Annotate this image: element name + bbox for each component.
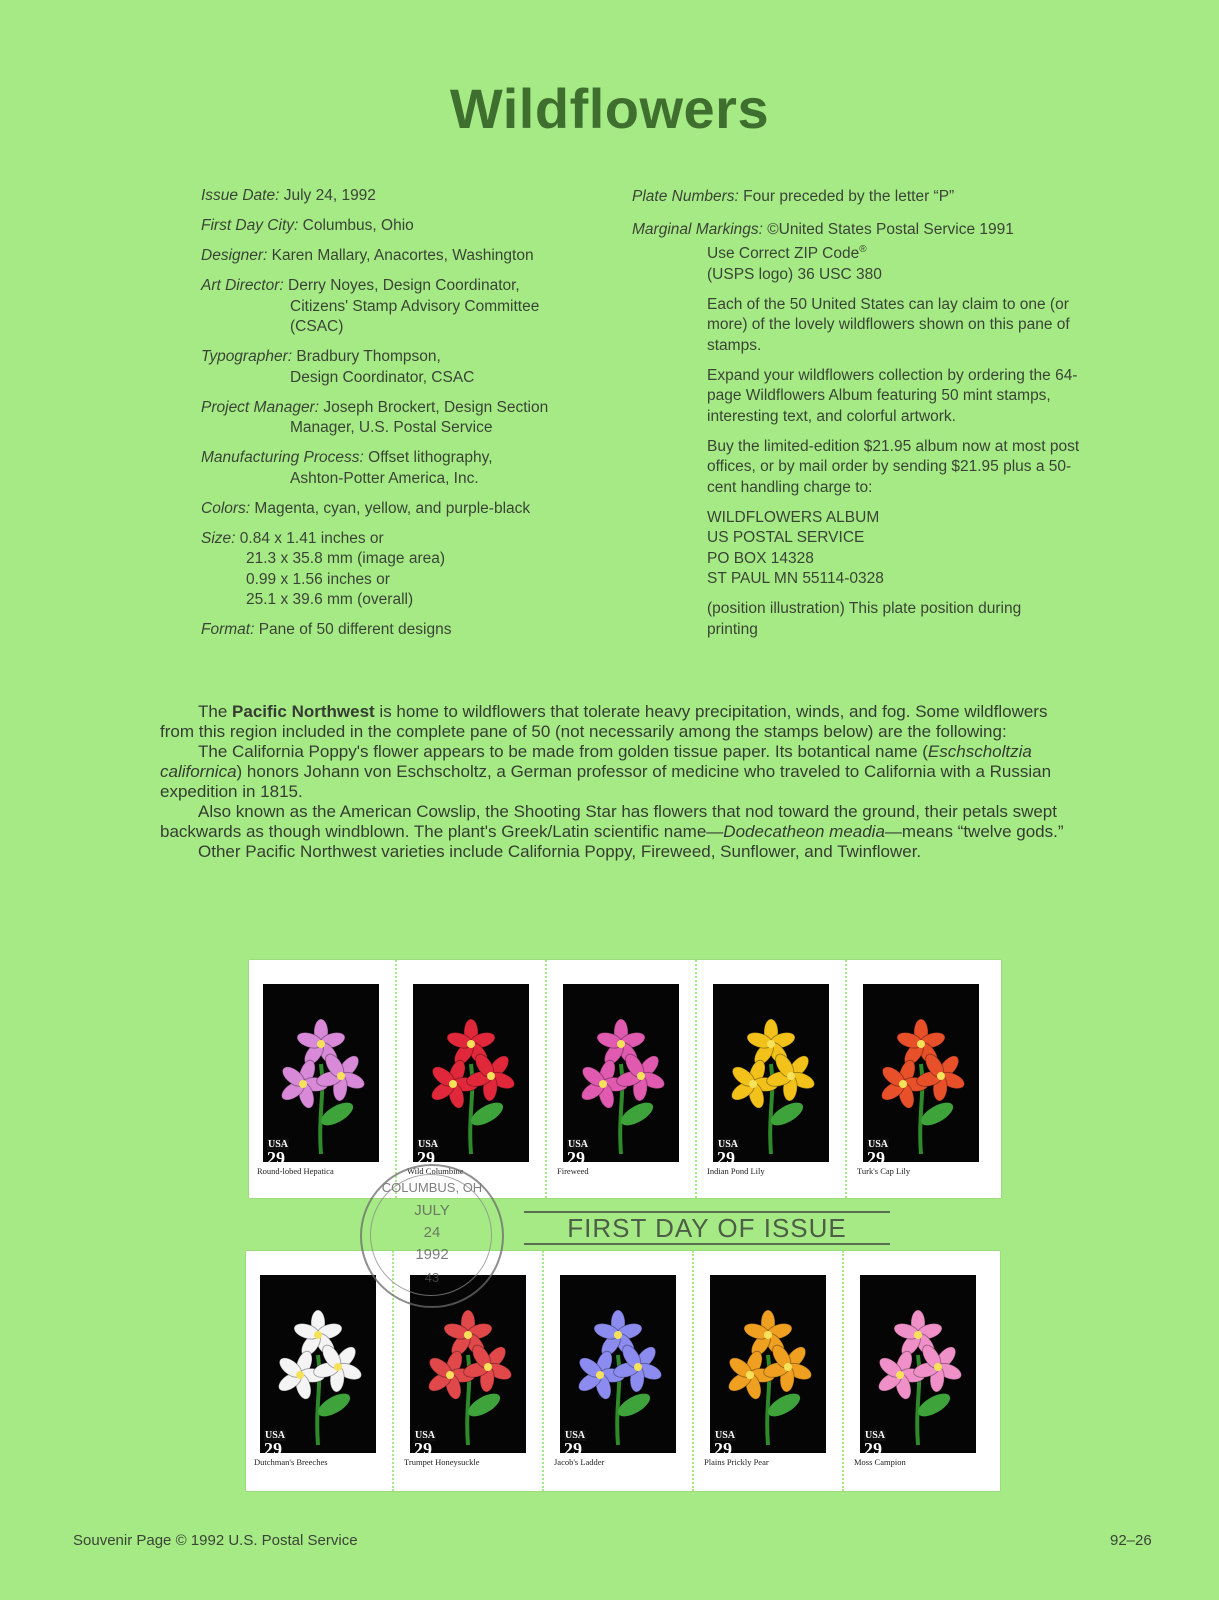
stamp-denomination: 29 bbox=[564, 1439, 582, 1459]
stamp-denomination: 29 bbox=[267, 1148, 285, 1168]
text-bold: Pacific Northwest bbox=[232, 702, 375, 721]
address-line: ST PAUL MN 55114-0328 bbox=[707, 570, 884, 588]
zip-code-text: Use Correct ZIP Code bbox=[707, 245, 860, 263]
stamp-denomination: 29 bbox=[567, 1148, 585, 1168]
right-specs bbox=[632, 187, 1092, 650]
postmark-city: COLUMBUS, OH bbox=[381, 1180, 483, 1195]
spec-designer bbox=[201, 246, 621, 267]
stamp-caption: Plains Prickly Pear bbox=[704, 1457, 769, 1467]
spec-value-line: Citizens' Stamp Advisory Committee bbox=[290, 297, 540, 315]
spec-typographer bbox=[201, 347, 621, 388]
stamp-denomination: 29 bbox=[264, 1439, 282, 1459]
stamp-caption: Dutchman's Breeches bbox=[254, 1457, 328, 1467]
spec-label: Plate Numbers: bbox=[632, 188, 739, 205]
spec-colors bbox=[201, 499, 621, 520]
flower-illustration bbox=[413, 984, 529, 1162]
spec-label: Size: bbox=[201, 529, 236, 547]
first-day-of-issue-cancel: FIRST DAY OF ISSUE bbox=[524, 1211, 890, 1245]
stamp-country: USA bbox=[718, 1139, 739, 1150]
spec-value: Derry Noyes, Design Coordinator, bbox=[288, 277, 520, 294]
spec-label: Format: bbox=[201, 621, 255, 638]
address-line: US POSTAL SERVICE bbox=[707, 529, 865, 547]
spec-label: Art Director: bbox=[201, 277, 284, 294]
text-run: Also known as the American Cowslip, the Shooting Star has flowers that nod toward the ground, their petals swept backwards as though windblown. The plant's Greek/Latin scientific name— bbox=[160, 802, 1057, 841]
perforation bbox=[695, 960, 699, 1198]
body-text bbox=[160, 702, 1080, 862]
stamp bbox=[707, 974, 829, 1182]
postmark-zip: 43 bbox=[424, 1270, 440, 1285]
flower-illustration bbox=[860, 1275, 976, 1453]
postmark bbox=[360, 1164, 504, 1308]
text-italic: Dodecatheon meadia bbox=[723, 822, 885, 841]
body-paragraph bbox=[160, 702, 1080, 742]
spec-art-director bbox=[201, 276, 621, 338]
stamp-country: USA bbox=[865, 1430, 886, 1441]
perforation bbox=[395, 960, 399, 1198]
spec-label: Manufacturing Process: bbox=[201, 449, 364, 466]
stamp-caption: Indian Pond Lily bbox=[707, 1166, 765, 1176]
flower-illustration bbox=[260, 1275, 376, 1453]
stamp-country: USA bbox=[265, 1430, 286, 1441]
stamp bbox=[857, 974, 979, 1182]
spec-value-line: Manager, U.S. Postal Service bbox=[290, 419, 493, 436]
footer-page-number: 92–26 bbox=[1110, 1532, 1152, 1549]
stamp-country: USA bbox=[418, 1139, 439, 1150]
stamp-caption: Round-lobed Hepatica bbox=[257, 1166, 334, 1176]
spec-value-line: 21.3 x 35.8 mm (image area) bbox=[246, 550, 446, 567]
left-specs bbox=[201, 186, 621, 650]
body-paragraph bbox=[160, 742, 1080, 802]
stamp-denomination: 29 bbox=[717, 1148, 735, 1168]
registered-mark: ® bbox=[859, 244, 867, 255]
stamp-artwork bbox=[260, 1275, 376, 1453]
stamp-strip-top bbox=[249, 960, 1001, 1198]
stamp-country: USA bbox=[868, 1139, 889, 1150]
spec-value-line: (CSAC) bbox=[290, 318, 344, 335]
spec-value: Bradbury Thompson, bbox=[296, 348, 441, 365]
spec-value: July 24, 1992 bbox=[283, 187, 376, 204]
position-note: (position illustration) This plate position during printing bbox=[707, 600, 1022, 638]
stamp-artwork bbox=[263, 984, 379, 1162]
stamp-artwork bbox=[413, 984, 529, 1162]
spec-value: ©United States Postal Service 1991 bbox=[767, 220, 1014, 238]
text-run: is home to wildflowers that tolerate heavy precipitation, winds, and fog. Some wildflowers from this region included in the complete pane of 50 (not necessarily among the stamps below) are the following: bbox=[160, 702, 1048, 741]
spec-value: Joseph Brockert, Design Section bbox=[323, 398, 549, 416]
spec-first-day-city bbox=[201, 216, 621, 237]
stamp-denomination: 29 bbox=[714, 1439, 732, 1459]
stamp-artwork bbox=[860, 1275, 976, 1453]
stamp-artwork bbox=[710, 1275, 826, 1453]
stamp-strip-bottom bbox=[246, 1251, 1000, 1491]
perforation bbox=[845, 960, 849, 1198]
spec-size bbox=[201, 529, 621, 611]
stamp-denomination: 29 bbox=[417, 1148, 435, 1168]
spec-value: Magenta, cyan, yellow, and purple-black bbox=[254, 499, 531, 517]
flower-illustration bbox=[863, 984, 979, 1162]
stamp-caption: Fireweed bbox=[557, 1166, 589, 1176]
spec-value: 0.84 x 1.41 inches or bbox=[239, 529, 384, 547]
text-run: —means “twelve gods.” bbox=[884, 822, 1064, 841]
spec-value: Pane of 50 different designs bbox=[258, 621, 452, 638]
spec-value: Karen Mallary, Anacortes, Washington bbox=[271, 247, 534, 264]
spec-project-manager bbox=[201, 398, 621, 439]
stamp-artwork bbox=[560, 1275, 676, 1453]
info-paragraph: Each of the 50 United States can lay claim to one (or more) of the lovely wildflowers shown on this pane of stamps. bbox=[707, 295, 1070, 354]
info-paragraph: Buy the limited-edition $21.95 album now at most post offices, or by mail order by sending $21.95 plus a 50-cent handling charge to: bbox=[707, 437, 1080, 496]
perforation bbox=[842, 1251, 846, 1491]
stamp bbox=[704, 1265, 826, 1473]
stamp-denomination: 29 bbox=[867, 1148, 885, 1168]
flower-illustration bbox=[263, 984, 379, 1162]
spec-value: Offset lithography, bbox=[368, 449, 493, 466]
postmark-year: 1992 bbox=[415, 1246, 449, 1263]
text-run: ) honors Johann von Eschscholtz, a German professor of medicine who traveled to California with a Russian expedition in 1815. bbox=[160, 762, 1052, 801]
body-paragraph: Other Pacific Northwest varieties include California Poppy, Fireweed, Sunflower, and Twinflower. bbox=[198, 842, 922, 861]
spec-value-line: Ashton-Potter America, Inc. bbox=[290, 469, 479, 487]
perforation bbox=[692, 1251, 696, 1491]
stamp bbox=[254, 1265, 376, 1473]
footer-copyright: Souvenir Page © 1992 U.S. Postal Service bbox=[73, 1532, 358, 1549]
stamp-caption: Moss Campion bbox=[854, 1457, 906, 1467]
spec-value-line bbox=[707, 240, 1092, 265]
stamp bbox=[854, 1265, 976, 1473]
flower-illustration bbox=[560, 1275, 676, 1453]
mailing-address bbox=[707, 508, 1092, 590]
stamp-caption: Turk's Cap Lily bbox=[857, 1166, 911, 1176]
text-run: The California Poppy's flower appears to be made from golden tissue paper. Its botantical name ( bbox=[198, 742, 928, 761]
stamp-artwork bbox=[713, 984, 829, 1162]
stamp-country: USA bbox=[565, 1430, 586, 1441]
stamp-caption: Trumpet Honeysuckle bbox=[404, 1457, 480, 1467]
spec-value: Columbus, Ohio bbox=[302, 217, 414, 234]
address-line: WILDFLOWERS ALBUM bbox=[707, 508, 880, 526]
spec-format bbox=[201, 620, 621, 641]
flower-illustration bbox=[710, 1275, 826, 1453]
perforation bbox=[542, 1251, 546, 1491]
spec-label: Issue Date: bbox=[201, 187, 280, 204]
body-paragraph bbox=[160, 802, 1080, 842]
stamp-denomination: 29 bbox=[864, 1439, 882, 1459]
stamp-country: USA bbox=[415, 1430, 436, 1441]
perforation bbox=[545, 960, 549, 1198]
spec-value-line: (USPS logo) 36 USC 380 bbox=[707, 265, 882, 283]
spec-marginal-markings bbox=[632, 220, 1092, 286]
text-italic: Eschscholtzia californica bbox=[160, 742, 1032, 781]
text-run: The bbox=[198, 702, 233, 721]
spec-value-line: 0.99 x 1.56 inches or bbox=[246, 570, 390, 588]
stamp bbox=[554, 1265, 676, 1473]
spec-label: First Day City: bbox=[201, 217, 299, 234]
stamp-country: USA bbox=[268, 1139, 289, 1150]
stamp-denomination: 29 bbox=[414, 1439, 432, 1459]
address-line: PO BOX 14328 bbox=[707, 549, 814, 567]
spec-manufacturing bbox=[201, 448, 621, 489]
stamp bbox=[407, 974, 529, 1182]
spec-label: Typographer: bbox=[201, 348, 293, 365]
info-paragraph: Expand your wildflowers collection by ordering the 64-page Wildflowers Album featuring 50 mint stamps, interesting text, and colorful artwork. bbox=[707, 366, 1078, 425]
spec-issue-date bbox=[201, 186, 621, 207]
postmark-day: 24 bbox=[423, 1224, 441, 1241]
spec-value-line: Design Coordinator, CSAC bbox=[290, 368, 475, 386]
stamp-caption: Wild Columbine bbox=[407, 1166, 464, 1176]
stamp bbox=[557, 974, 679, 1182]
stamp-country: USA bbox=[715, 1430, 736, 1441]
stamp bbox=[257, 974, 379, 1182]
spec-label: Project Manager: bbox=[201, 398, 320, 416]
stamp-caption: Jacob's Ladder bbox=[554, 1457, 605, 1467]
spec-label: Colors: bbox=[201, 499, 251, 517]
stamp-artwork bbox=[563, 984, 679, 1162]
spec-plate-numbers bbox=[632, 187, 1092, 208]
stamp-artwork bbox=[863, 984, 979, 1162]
stamp-country: USA bbox=[568, 1139, 589, 1150]
flower-illustration bbox=[713, 984, 829, 1162]
spec-value-line: 25.1 x 39.6 mm (overall) bbox=[246, 591, 414, 608]
spec-value: Four preceded by the letter “P” bbox=[743, 188, 955, 205]
postmark-month: JULY bbox=[414, 1202, 450, 1219]
spec-label: Designer: bbox=[201, 247, 268, 264]
page-title: Wildflowers bbox=[449, 77, 770, 140]
spec-label: Marginal Markings: bbox=[632, 220, 763, 238]
flower-illustration bbox=[563, 984, 679, 1162]
